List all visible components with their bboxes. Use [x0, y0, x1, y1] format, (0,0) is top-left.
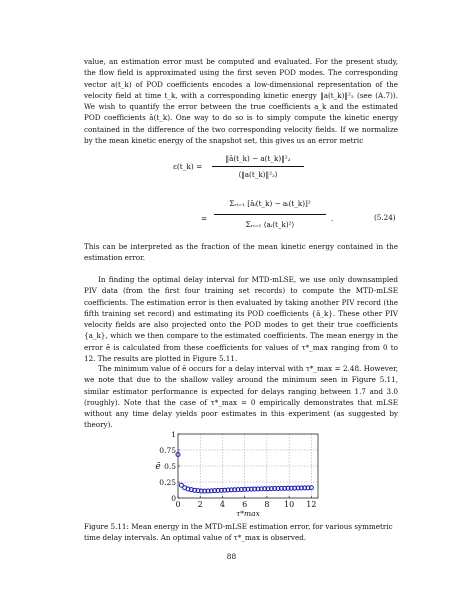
- fraction-bar-1: [212, 166, 304, 167]
- y-tick-label: 0: [171, 493, 176, 503]
- x-tick-label: 0: [175, 500, 181, 509]
- equation-period: .: [331, 214, 334, 223]
- x-tick-label: 12: [306, 500, 317, 509]
- x-tick-label: 4: [219, 500, 225, 509]
- x-tick-label: 10: [284, 500, 295, 509]
- x-tick-label: 6: [242, 500, 248, 509]
- equation-lhs: ε(t_k) =: [173, 162, 203, 171]
- equation-numerator-2: Σᵣᵢ₌₁ [âᵢ(t_k) − aᵢ(t_k)]²: [229, 199, 311, 208]
- equation-denominator-1: ⟨‖a(t_k)‖²₂⟩: [238, 170, 278, 179]
- equation-numerator-1: ‖â(t_k) − a(t_k)‖²₂: [225, 154, 291, 163]
- figure-5-11-chart: [150, 426, 340, 520]
- page-number: 88: [226, 552, 237, 561]
- y-tick-label: 0.5: [164, 461, 176, 471]
- y-tick-label: 1: [171, 429, 176, 439]
- x-tick-label: 2: [197, 500, 203, 509]
- paragraph-2: This can be interpreted as the fraction of the mean kinetic energy contained in the estimation error.: [84, 242, 398, 263]
- y-axis-label: ē: [155, 462, 161, 472]
- y-tick-label: 0.25: [159, 477, 176, 487]
- equation-number: (5.24): [374, 213, 396, 222]
- equation-denominator-2: Σᵣᵢ₌₁ ⟨aᵢ(t_k)²⟩: [245, 220, 295, 229]
- x-tick-label: 8: [264, 500, 270, 509]
- equation-equals-2: =: [201, 214, 208, 223]
- figure-caption: Figure 5.11: Mean energy in the MTD-mLSE estimation error, for various symmetric time delay intervals. An optimal value of τ*_max is observed.: [84, 522, 393, 543]
- paragraph-4: The minimum value of ē occurs for a delay interval with τ*_max = 2.48. However, we note that due to the shallow valley around the minimum seen in Figure 5.11, similar estimator performance is expected for delays ranging between 1.7 and 3.0 (roughly). Note that the case of τ*_max = 0 empirically demonstrates that mLSE without any time delay yields poor estimates in this experiment (as suggested by theory).: [84, 364, 398, 430]
- paragraph-3: In finding the optimal delay interval for MTD-mLSE, we use only downsampled PIV data (from the first four training set records) to compute the MTD-mLSE coefficients. The estimation error is then evaluated by taking another PIV record (the fifth training set record) and estimating its POD coefficients {â_k}. These other PIV velocity fields are also projected onto the POD modes to get their true coefficients {a_k}, which we then compare to the estimated coefficients. The mean energy in the error ē is calculated from these coefficients for values of τ*_max ranging from 0 to 12. The results are plotted in Figure 5.11.: [84, 275, 398, 363]
- x-axis-label: τ*max: [236, 509, 260, 518]
- paragraph-1: value, an estimation error must be computed and evaluated. For the present study, the flow field is approximated using the first seven POD modes. The corresponding vector a(t_k) of POD coefficients encodes a low-dimensional representation of the velocity field at time t_k, with a corresponding kinetic energy ‖a(t_k)‖²₂ (see (A.7)). We wish to quantify the error between the true coefficients a_k and the estimated POD coefficients â(t_k). One way to do so is to simply compute the kinetic energy contained in the difference of the two corresponding velocity fields. If we normalize by the mean kinetic energy of the snapshot set, this gives us an error metric: [84, 57, 398, 145]
- fraction-bar-2: [214, 214, 326, 215]
- y-tick-label: 0.75: [159, 445, 176, 455]
